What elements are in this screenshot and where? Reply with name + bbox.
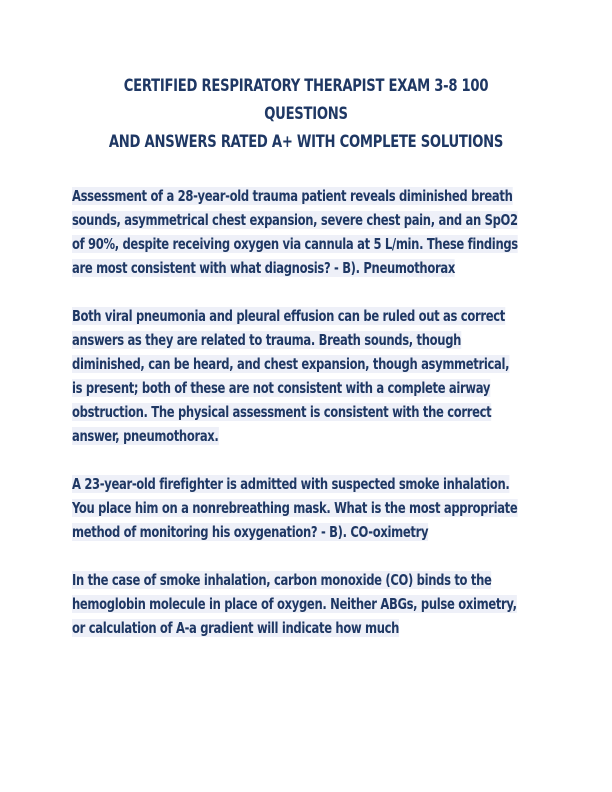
document-body	[72, 184, 520, 664]
paragraph-text: In the case of smoke inhalation, carbon monoxide (CO) binds to the hemoglobin molecule in place of oxygen. Neither ABGs, pulse oximetry, or calculation of A-a gradient will indicate how much	[72, 571, 517, 637]
paragraph-question-1	[72, 184, 520, 280]
title-line-2: AND ANSWERS RATED A+ WITH COMPLETE SOLUTIONS	[108, 132, 504, 152]
paragraph-explanation-1	[72, 304, 520, 448]
paragraph-explanation-2	[72, 568, 520, 640]
paragraph-text: Assessment of a 28-year-old trauma patient reveals diminished breath sounds, asymmetrical chest expansion, severe chest pain, and an SpO2 of 90%, despite receiving oxygen via cannula at 5 L/min. These findings are most consistent with what diagnosis? - B). Pneumothorax	[72, 187, 518, 277]
document-title	[94, 72, 517, 156]
paragraph-question-2	[72, 472, 520, 544]
title-line-1: CERTIFIED RESPIRATORY THERAPIST EXAM 3-8 100 QUESTIONS	[123, 76, 489, 124]
paragraph-text: Both viral pneumonia and pleural effusion can be ruled out as correct answers as they are related to trauma. Breath sounds, though diminished, can be heard, and chest expansion, though asymmetrical, is present; both of these are not consistent with a complete airway obstruction. The physical assessment is consistent with the correct answer, pneumothorax.	[72, 307, 510, 445]
paragraph-text: A 23-year-old firefighter is admitted with suspected smoke inhalation. You place him on a nonrebreathing mask. What is the most appropriate method of monitoring his oxygenation? - B). CO-oximetry	[72, 475, 518, 541]
